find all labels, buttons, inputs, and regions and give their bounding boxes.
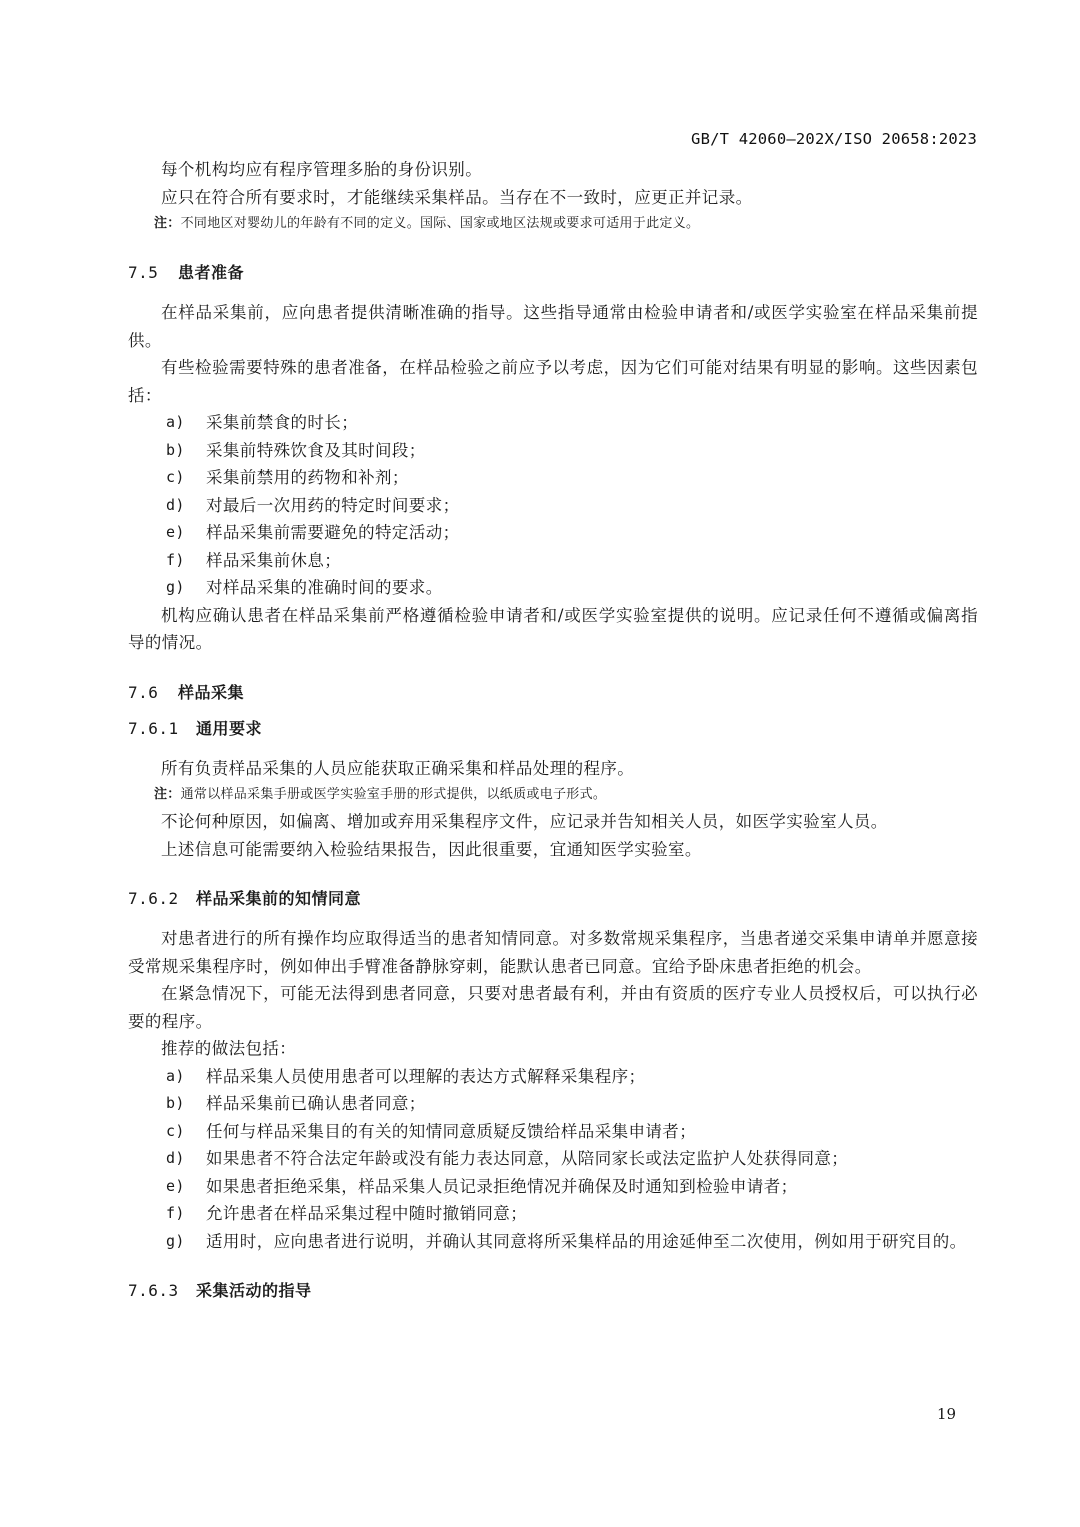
list-marker: d) [166, 1149, 185, 1167]
list-item-text: 样品采集前休息； [206, 550, 342, 570]
list-item-text: 对样品采集的准确时间的要求。 [206, 578, 443, 597]
section-title: 样品采集 [178, 682, 245, 702]
list-marker: c) [166, 1121, 185, 1140]
list-marker: c) [166, 468, 185, 486]
list-marker: a) [166, 1066, 185, 1085]
section-number: 7.6.1 [128, 718, 179, 738]
paragraph: 在紧急情况下，可能无法得到患者同意，只要对患者最有利，并由有资质的医疗专业人员授权后，可以执行必要的程序。 [128, 984, 978, 1031]
list-item [128, 1200, 978, 1228]
paragraph: 所有负责样品采集的人员应能获取正确采集和样品处理的程序。 [161, 758, 635, 778]
paragraph: 机构应确认患者在样品采集前严格遵循检验申请者和/或医学实验室提供的说明。应记录任何不遵循或偏离指导的情况。 [128, 605, 978, 652]
list-item [128, 492, 978, 520]
paragraph: 每个机构均应有程序管理多胎的身份识别。 [161, 160, 483, 179]
paragraph: 应只在符合所有要求时，才能继续采集样品。当存在不一致时，应更正并记录。 [161, 187, 753, 207]
page-number: 19 [937, 1405, 957, 1423]
list-item-text: 对最后一次用药的特定时间要求； [206, 495, 460, 515]
paragraph: 推荐的做法包括： [161, 1039, 297, 1058]
list-item [128, 574, 978, 602]
list-item [128, 1090, 978, 1118]
list-marker: d) [166, 495, 185, 514]
list-item-text: 允许患者在样品采集过程中随时撤销同意； [206, 1204, 528, 1223]
section-heading-7-6-2 [128, 885, 978, 913]
list-marker: b) [166, 440, 185, 459]
list-marker: b) [166, 1094, 185, 1112]
list-item [128, 1063, 978, 1091]
list-marker: f) [166, 1204, 185, 1222]
paragraph: 对患者进行的所有操作均应取得适当的患者知情同意。对多数常规采集程序，当患者递交采集申请单并愿意接受常规采集程序时，例如伸出手臂准备静脉穿刺，能默认患者已同意。宜给予卧床患者拒绝的机会。 [128, 929, 978, 976]
list-marker: a) [166, 413, 185, 431]
section-heading-7-6 [128, 679, 978, 707]
list-item-text: 采集前禁用的药物和补剂； [206, 468, 409, 487]
list-item [128, 1173, 978, 1201]
list-item-text: 如果患者不符合法定年龄或没有能力表达同意，从陪同家长或法定监护人处获得同意； [206, 1149, 849, 1168]
list-item [128, 464, 978, 492]
section-heading-7-6-1 [128, 715, 978, 743]
note-text: 不同地区对婴幼儿的年龄有不同的定义。国际、国家或地区法规或要求可适用于此定义。 [180, 216, 700, 231]
note-label: 注： [154, 216, 181, 231]
list-marker: g) [166, 578, 185, 596]
list-item [128, 547, 978, 575]
paragraph: 有些检验需要特殊的患者准备，在样品检验之前应予以考虑，因为它们可能对结果有明显的影响。这些因素包括： [128, 358, 978, 405]
paragraph: 上述信息可能需要纳入检验结果报告，因此很重要，宜通知医学实验室。 [161, 839, 702, 859]
section-title: 样品采集前的知情同意 [196, 889, 362, 908]
document-body [128, 156, 978, 1305]
section-title: 通用要求 [196, 718, 263, 738]
factor-list [128, 409, 978, 602]
note-label: 注： [154, 787, 181, 802]
list-marker: e) [166, 523, 185, 541]
note [128, 211, 978, 237]
list-marker: f) [166, 550, 185, 569]
list-item [128, 519, 978, 547]
list-marker: e) [166, 1176, 185, 1195]
practice-list [128, 1063, 978, 1256]
standard-code: GB/T 42060—202X/ISO 20658:2023 [691, 130, 977, 148]
list-item-text: 适用时，应向患者进行说明，并确认其同意将所采集样品的用途延伸至二次使用，例如用于研究目的。 [206, 1231, 967, 1251]
list-item [128, 1118, 978, 1146]
list-item [128, 1145, 978, 1173]
section-title: 患者准备 [178, 263, 245, 282]
list-marker: g) [166, 1231, 185, 1250]
list-item-text: 样品采集前已确认患者同意； [206, 1094, 426, 1113]
list-item-text: 如果患者拒绝采集，样品采集人员记录拒绝情况并确保及时通知到检验申请者； [206, 1176, 798, 1196]
list-item-text: 采集前禁食的时长； [206, 413, 359, 432]
section-number: 7.6.2 [128, 889, 179, 908]
section-number: 7.6.3 [128, 1281, 179, 1300]
list-item-text: 样品采集人员使用患者可以理解的表达方式解释采集程序； [206, 1066, 646, 1086]
list-item-text: 样品采集前需要避免的特定活动； [206, 523, 460, 542]
note [128, 782, 978, 808]
note-text: 通常以样品采集手册或医学实验室手册的形式提供，以纸质或电子形式。 [180, 787, 607, 802]
section-heading-7-5 [128, 259, 978, 287]
section-heading-7-6-3 [128, 1277, 978, 1305]
list-item-text: 任何与样品采集目的有关的知情同意质疑反馈给样品采集申请者； [206, 1121, 697, 1141]
list-item-text: 采集前特殊饮食及其时间段； [206, 440, 426, 460]
section-title: 采集活动的指导 [196, 1281, 312, 1300]
paragraph: 在样品采集前，应向患者提供清晰准确的指导。这些指导通常由检验申请者和/或医学实验室在样品采集前提供。 [128, 303, 978, 350]
list-item [128, 437, 978, 465]
section-number: 7.5 [128, 263, 159, 282]
section-number: 7.6 [128, 682, 159, 702]
paragraph: 不论何种原因，如偏离、增加或弃用采集程序文件，应记录并告知相关人员，如医学实验室人员。 [161, 812, 888, 831]
list-item [128, 409, 978, 437]
list-item [128, 1228, 978, 1256]
